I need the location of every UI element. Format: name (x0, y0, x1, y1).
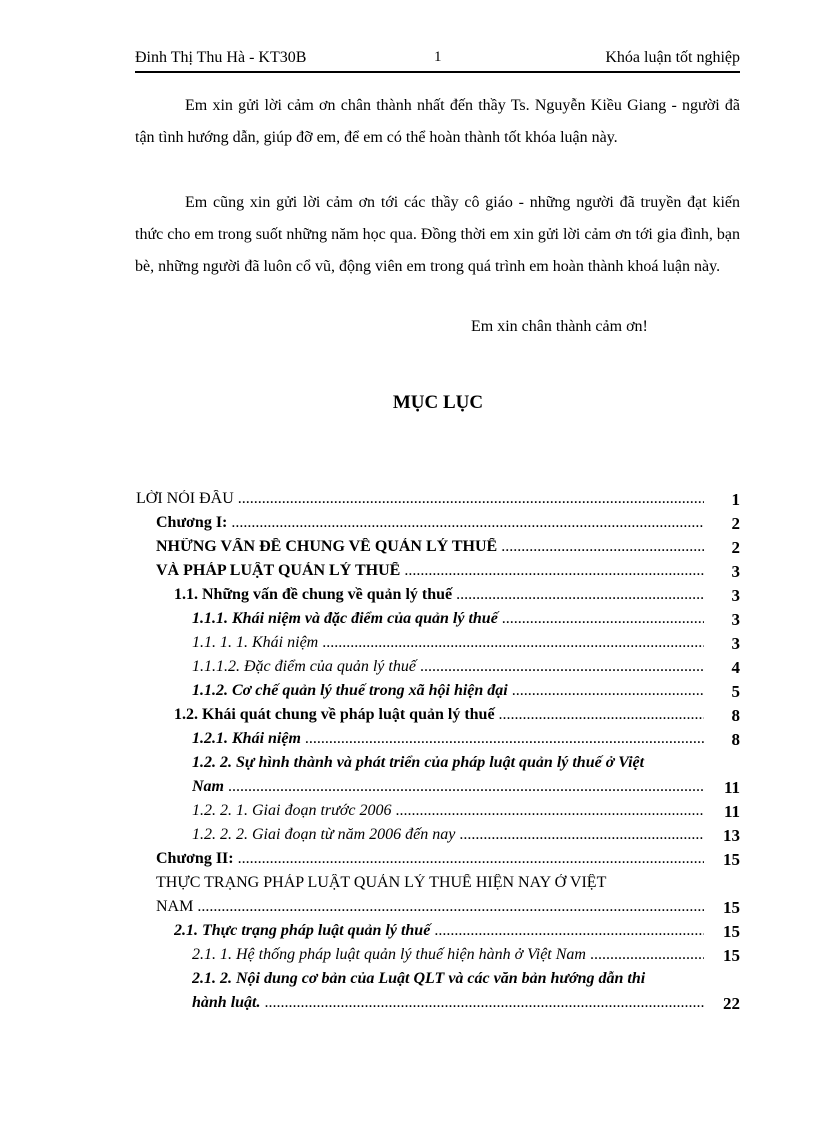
toc-entry[interactable] (136, 656, 740, 680)
toc-page-number: 4 (731, 658, 740, 677)
toc-page-number: 3 (731, 586, 740, 605)
toc-entry[interactable] (136, 584, 740, 608)
toc-entry[interactable] (136, 512, 740, 536)
toc-entry-text: Chương II: ..... (156, 850, 704, 868)
toc-page-number: 2 (731, 514, 740, 533)
toc-entry-text: VÀ PHÁP LUẬT QUẢN LÝ THUẾ ..... (156, 562, 704, 580)
toc-entry[interactable] (136, 608, 740, 632)
toc-page-number: 15 (723, 898, 740, 917)
toc-entry[interactable] (136, 632, 740, 656)
toc-entry-text: NHỮNG VẤN ĐỀ CHUNG VỀ QUẢN LÝ THUẾ ..... (156, 538, 704, 556)
toc-entry-text: 1.2. 2. 1. Giai đoạn trước 2006 ..... (192, 802, 704, 820)
toc-entry-text: 1.1.2. Cơ chế quản lý thuế trong xã hội hiện đại ..... (192, 682, 704, 700)
acknowledgement-closing: Em xin chân thành cảm ơn! (471, 318, 648, 335)
toc-entry-text: 1.1. Những vấn đề chung về quản lý thuế ..... (174, 586, 704, 604)
toc-page-number: 8 (731, 706, 740, 725)
toc-entry-text: NAM ..... (156, 898, 704, 916)
header-author: Đinh Thị Thu Hà - KT30B (135, 49, 307, 66)
toc-entry[interactable] (136, 704, 740, 728)
toc-entry-text: LỜI NÓI ĐẦU ..... (136, 490, 704, 508)
toc-entry-text: hành luật. ..... (192, 994, 704, 1012)
acknowledgement-paragraph-2: Em cũng xin gửi lời cảm ơn tới các thầy cô giáo - những người đã truyền đạt kiến thức cho em trong suốt những năm học qua. Đồng thời em xin gửi lời cảm ơn tới gia đình, bạn bè, những người đã luôn cổ vũ, động viên em trong quá trình em hoàn thành khoá luận này. (135, 194, 740, 275)
toc-page-number: 2 (731, 538, 740, 557)
toc-entry[interactable] (136, 680, 740, 704)
toc-entry[interactable] (136, 488, 740, 512)
toc-page-number: 22 (723, 994, 740, 1013)
toc-entry[interactable] (136, 800, 740, 824)
toc-page-number: 11 (723, 802, 740, 821)
toc-entry-text: Chương I: ..... (156, 514, 704, 532)
toc-entry-text: 2.1. 2. Nội dung cơ bản của Luật QLT và các văn bản hướng dẫn thi (192, 970, 646, 987)
toc-entry-text: 1.2. Khái quát chung về pháp luật quản lý thuế ..... (174, 706, 704, 724)
header-document-type: Khóa luận tốt nghiệp (605, 49, 740, 66)
toc-page-number: 3 (731, 634, 740, 653)
page-header (135, 49, 740, 73)
toc-entry[interactable] (136, 728, 740, 752)
toc-page-number: 1 (731, 490, 740, 509)
table-of-contents (136, 488, 740, 1016)
toc-page-number: 3 (731, 610, 740, 629)
toc-page-number: 5 (731, 682, 740, 701)
toc-entry[interactable] (136, 752, 740, 776)
toc-entry[interactable] (136, 872, 740, 896)
toc-entry-text: 1.2.1. Khái niệm ..... (192, 730, 704, 748)
toc-entry-text: Nam ..... (192, 778, 704, 796)
toc-entry-text: 1.1.1. Khái niệm và đặc điểm của quản lý thuế ..... (192, 610, 704, 628)
toc-entry[interactable] (136, 776, 740, 800)
toc-page-number: 8 (731, 730, 740, 749)
toc-entry[interactable] (136, 848, 740, 872)
header-page-number: 1 (434, 49, 442, 65)
toc-page-number: 3 (731, 562, 740, 581)
acknowledgement-paragraph-1: Em xin gửi lời cảm ơn chân thành nhất đến thầy Ts. Nguyễn Kiều Giang - người đã tận tình hướng dẫn, giúp đỡ em, để em có thể hoàn thành tốt khóa luận này. (135, 97, 740, 146)
toc-entry-text: 2.1. Thực trạng pháp luật quản lý thuế ..... (174, 922, 704, 940)
toc-entry[interactable] (136, 920, 740, 944)
toc-entry[interactable] (136, 536, 740, 560)
toc-title: MỤC LỤC (392, 392, 484, 413)
toc-page-number: 15 (723, 922, 740, 941)
toc-entry[interactable] (136, 968, 740, 992)
toc-entry-text: 2.1. 1. Hệ thống pháp luật quản lý thuế hiện hành ở Việt Nam ..... (192, 946, 704, 964)
toc-page-number: 11 (723, 778, 740, 797)
toc-page-number: 15 (723, 946, 740, 965)
toc-entry[interactable] (136, 944, 740, 968)
toc-page-number: 15 (723, 850, 740, 869)
toc-entry-text: 1.2. 2. Sự hình thành và phát triển của pháp luật quản lý thuế ở Việt (192, 754, 645, 771)
toc-entry[interactable] (136, 560, 740, 584)
toc-entry-text: 1.1.1.2. Đặc điểm của quản lý thuế ..... (192, 658, 704, 676)
toc-entry-text: THỰC TRẠNG PHÁP LUẬT QUẢN LÝ THUẾ HIỆN NAY Ở VIỆT (156, 874, 607, 891)
toc-entry[interactable] (136, 824, 740, 848)
toc-entry-text: 1.2. 2. 2. Giai đoạn từ năm 2006 đến nay ..... (192, 826, 704, 844)
toc-entry[interactable] (136, 992, 740, 1016)
toc-page-number: 13 (723, 826, 740, 845)
toc-entry[interactable] (136, 896, 740, 920)
toc-entry-text: 1.1. 1. 1. Khái niệm ..... (192, 634, 704, 652)
